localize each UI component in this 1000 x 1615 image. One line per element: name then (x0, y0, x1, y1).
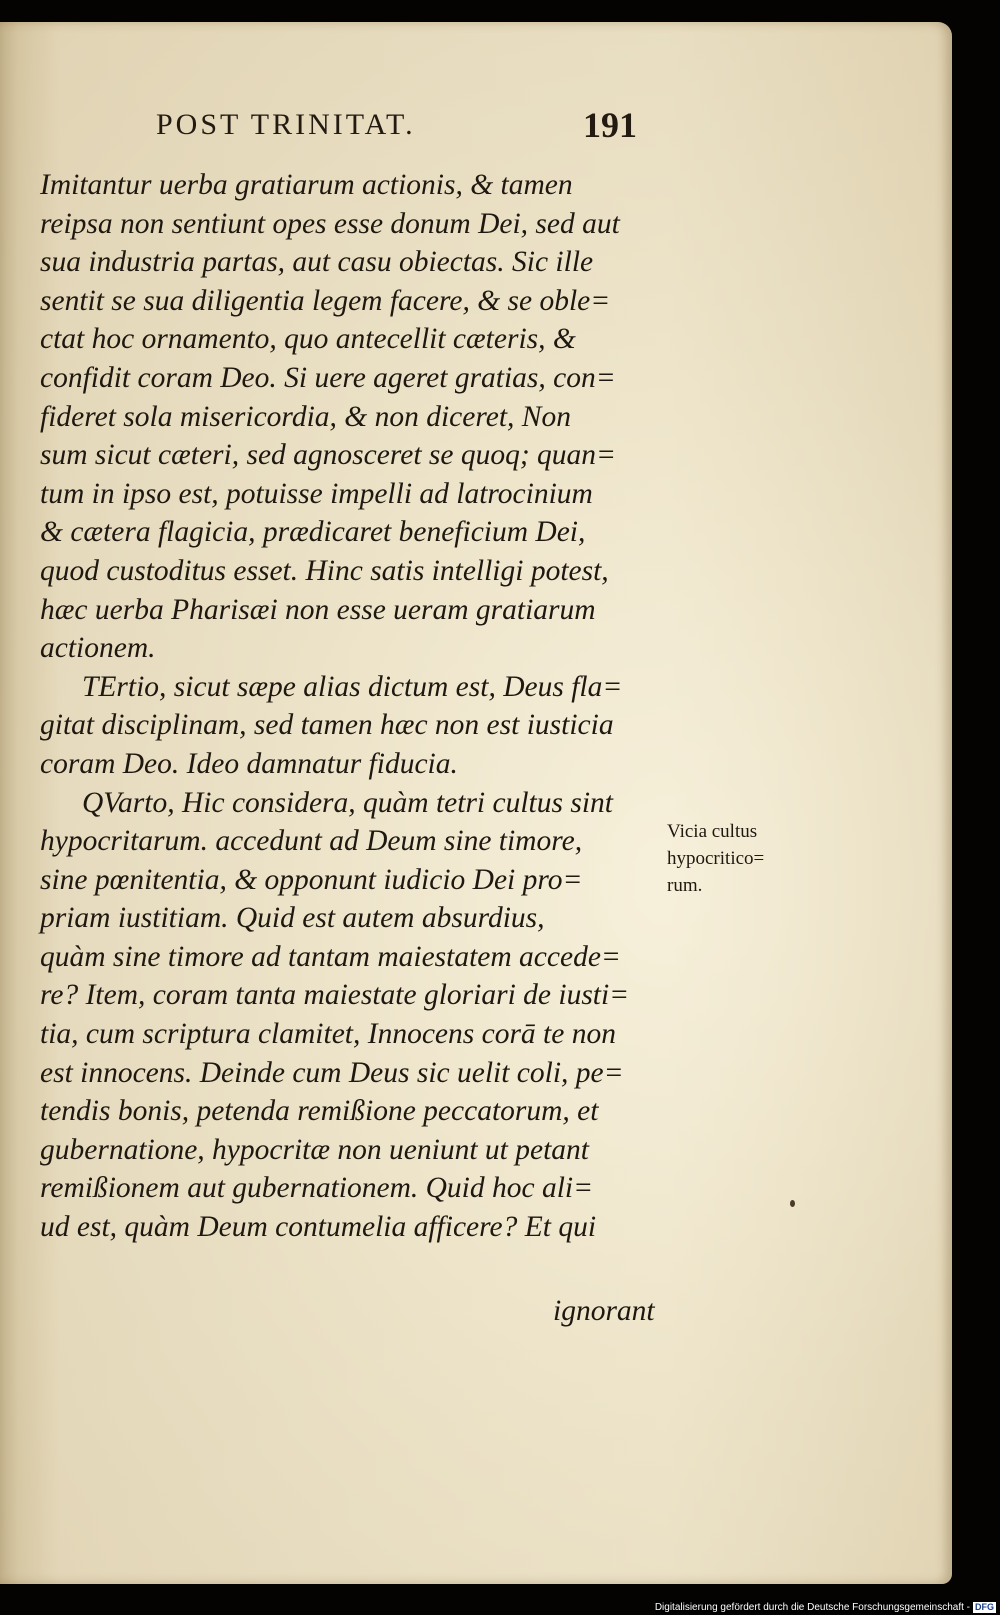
main-text-block (40, 166, 670, 1247)
running-head: POST TRINITAT. (156, 108, 416, 141)
text-line: quod custoditus esset. Hinc satis intelligi potest, (40, 554, 609, 587)
catchword: ignorant (553, 1295, 655, 1327)
marginal-note-line: hypocritico= (667, 848, 765, 869)
text-line: priam iustitiam. Quid est autem absurdius, (40, 902, 545, 935)
text-line: Imitantur uerba gratiarum actionis, & tamen (40, 169, 573, 201)
page-header (156, 105, 656, 148)
text-line: tendis bonis, petenda remißione peccatorum, et (40, 1095, 599, 1128)
page-number: 191 (583, 105, 637, 145)
text-line: sum sicut cæteri, sed agnosceret se quoq; quan= (40, 439, 616, 472)
text-line: re? Item, coram tanta maiestate gloriari de iusti= (40, 979, 630, 1012)
digitization-credit (655, 1600, 996, 1614)
text-line: sine pœnitentia, & opponunt iudicio Dei pro= (40, 863, 583, 896)
text-line: tum in ipso est, potuisse impelli ad latrocinium (40, 477, 593, 510)
text-line: actionem. (40, 632, 156, 665)
text-line: QVarto, Hic considera, quàm tetri cultus sint (82, 786, 613, 819)
text-line: est innocens. Deinde cum Deus sic uelit coli, pe= (40, 1056, 624, 1089)
text-line: sentit se sua diligentia legem facere, & se oble= (40, 284, 611, 317)
marginal-note (667, 818, 827, 899)
text-line: reipsa non sentiunt opes esse donum Dei, sed aut (40, 207, 620, 240)
dfg-logo: DFG (975, 1601, 994, 1612)
marginal-note-line: rum. (667, 875, 703, 896)
text-line: & cætera flagicia, prædicaret beneficium Dei, (40, 516, 586, 549)
text-line: ud est, quàm Deum contumelia afficere? Et qui (40, 1211, 597, 1244)
text-line: sua industria partas, aut casu obiectas. Sic ille (40, 246, 594, 279)
text-line: gitat disciplinam, sed tamen hæc non est iusticia (40, 709, 614, 742)
text-line: quàm sine timore ad tantam maiestatem accede= (40, 940, 621, 973)
text-line: TErtio, sicut sæpe alias dictum est, Deus fla= (82, 670, 623, 703)
text-line: ctat hoc ornamento, quo antecellit cæteris, & (40, 323, 576, 356)
credit-text: Digitalisierung gefördert durch die Deutsche Forschungsgemeinschaft - (654, 1601, 970, 1613)
ink-speck (790, 1200, 795, 1207)
text-line: coram Deo. Ideo damnatur fiducia. (40, 747, 458, 780)
text-line: hæc uerba Pharisæi non esse ueram gratiarum (40, 593, 596, 626)
marginal-note-line: Vicia cultus (667, 821, 758, 842)
text-line: remißionem aut gubernationem. Quid hoc ali= (40, 1172, 594, 1205)
text-line: confidit coram Deo. Si uere ageret gratias, con= (40, 361, 616, 394)
text-line: gubernatione, hypocritæ non ueniunt ut petant (40, 1133, 589, 1166)
text-line: tia, cum scriptura clamitet, Innocens corā te non (40, 1018, 616, 1051)
text-line: fideret sola misericordia, & non diceret, Non (40, 400, 571, 433)
text-line: hypocritarum. accedunt ad Deum sine timore, (40, 825, 583, 858)
